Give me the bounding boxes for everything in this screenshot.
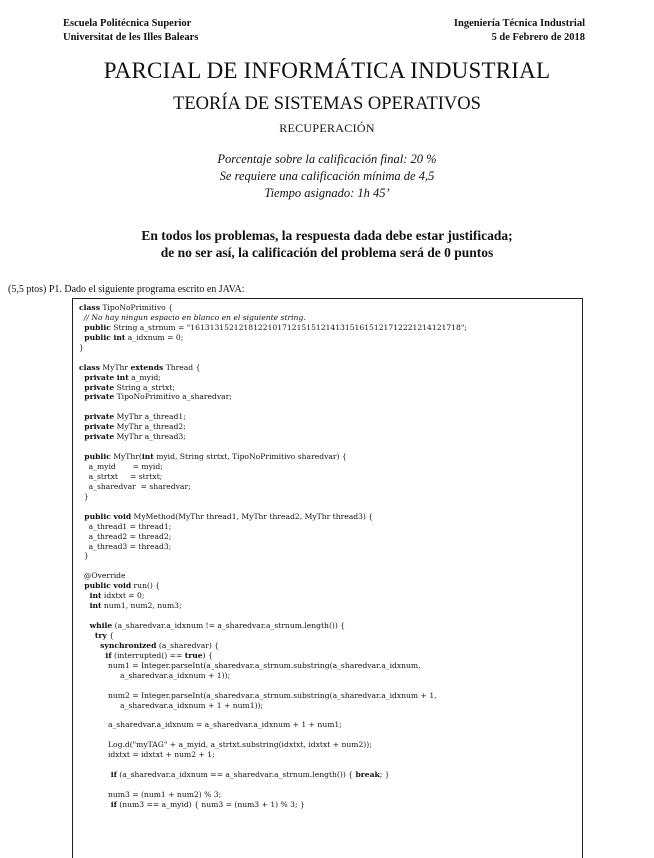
code-keyword: public int [79,332,126,342]
code-line [79,621,467,631]
code-line [79,551,467,561]
code-line [79,780,467,790]
grade-percentage: Porcentaje sobre la calificación final: 20 % [217,152,437,166]
code-text: String a_strnum = "16131315212181221017121515121413151615121712221214121718"; [110,322,467,332]
code-listing-box [72,298,583,858]
code-text: idxtxt = 0; [101,591,145,601]
code-line [79,363,467,373]
code-keyword: while [79,621,113,630]
code-keyword: int [141,452,154,462]
code-line [79,800,467,810]
code-text: } [79,551,89,561]
code-text: @Override [79,571,126,581]
code-line [79,492,467,502]
minimum-grade: Se requiere una calificación mínima de 4,5 [219,169,435,183]
code-text: MyThr a_thread1; [114,412,186,422]
code-keyword: class [79,362,100,372]
code-line [79,790,467,800]
code-line [79,353,467,363]
code-text: MyThr a_thread3; [114,432,186,442]
code-line [79,522,467,532]
code-line [79,442,467,452]
code-text: (a_sharedvar) { [156,640,220,650]
code-line [79,472,467,482]
code-text: MyThr( [110,452,142,462]
code-line [79,591,467,601]
code-line [79,373,467,383]
code-line [79,651,467,661]
code-text: run() { [131,581,161,591]
exam-session: RECUPERACIÓN [279,121,375,135]
code-text: ; } [379,770,390,780]
code-line [79,581,467,591]
code-keyword: private [79,392,115,402]
time-allotted: Tiempo asignado: 1h 45’ [264,186,390,200]
code-line [79,750,467,760]
code-text: Thread { [163,362,201,372]
code-line [79,661,467,671]
code-line [79,710,467,720]
justification-notice [0,227,654,261]
code-line [79,740,467,750]
code-keyword: extends [130,362,164,372]
code-text: num2 = Integer.parseInt(a_sharedvar.a_strnum.substring(a_sharedvar.a_idxnum + 1, [79,690,437,700]
code-text: a_sharedvar.a_idxnum = a_sharedvar.a_idxnum + 1 + num1; [79,720,342,730]
notice-line-2: de no ser así, la calificación del problema será de 0 puntos [160,245,494,260]
code-text: } [79,491,89,501]
code-text: num1, num2, num3; [101,601,182,611]
code-text: num1 = Integer.parseInt(a_sharedvar.a_strnum.substring(a_sharedvar.a_idxnum, [79,660,421,670]
code-text: MyThr a_thread2; [114,422,186,432]
code-line [79,452,467,462]
code-listing [79,303,467,810]
code-line [79,760,467,770]
code-keyword: synchronized [79,640,157,650]
code-keyword: private [79,432,115,442]
code-line [79,601,467,611]
code-line [79,701,467,711]
code-line [79,482,467,492]
code-text: idxtxt = idxtxt + num2 + 1; [79,750,215,760]
code-line [79,462,467,472]
code-keyword: public void [79,581,132,591]
code-line [79,571,467,581]
code-text: Log.d("myTAG" + a_myid, a_strtxt.substring(idxtxt, idxtxt + num2)); [79,740,372,750]
code-keyword: private [79,382,115,392]
code-keyword: private int [79,372,129,382]
code-keyword: if [79,650,112,660]
code-keyword: int [79,591,102,601]
code-line [79,532,467,542]
code-keyword: try [79,630,107,640]
code-line [79,323,467,333]
code-text: a_myid; [128,372,161,382]
code-line [79,502,467,512]
code-text: a_thread1 = thread1; [79,521,172,531]
code-line [79,631,467,641]
notice-line-1: En todos los problemas, la respuesta dada debe estar justificada; [141,228,513,243]
code-text: String a_strtxt; [114,382,175,392]
code-line [79,671,467,681]
exam-title: PARCIAL DE INFORMÁTICA INDUSTRIAL [103,58,551,83]
institution-name: Escuela Politécnica Superior [63,18,192,29]
code-text: a_strtxt = strtxt; [79,471,163,481]
code-keyword: public [79,322,111,332]
exam-date: 5 de Febrero de 2018 [491,31,585,43]
code-line [79,561,467,571]
code-text: a_sharedvar.a_idxnum + 1 + num1)); [79,700,264,710]
code-text: (a_sharedvar.a_idxnum == a_sharedvar.a_strnum.length()) { [116,770,356,780]
code-keyword: break [355,770,380,780]
code-keyword: if [79,799,117,809]
code-line [79,412,467,422]
code-comment: // No hay ningun espacio en blanco en el siguiente string. [79,312,306,322]
code-text: MyThr [99,362,131,372]
code-line [79,383,467,393]
code-text: num3 = (num1 + num2) % 3; [79,789,222,799]
code-line [79,333,467,343]
problem-statement: (5,5 ptos) P1. Dado el siguiente programa escrito en JAVA: [8,284,245,295]
degree-name: Ingeniería Técnica Industrial [453,18,585,29]
code-line [79,542,467,552]
code-line [79,432,467,442]
code-text: a_myid = myid; [79,462,163,471]
code-text: a_sharedvar = sharedvar; [79,481,191,491]
code-line [79,770,467,780]
code-keyword: private [79,412,115,422]
code-text: a_idxnum = 0; [125,332,184,342]
code-text: { [106,630,115,640]
header-right [454,17,585,44]
code-line [79,681,467,691]
code-text: a_sharedvar.a_idxnum + 1)); [79,670,231,680]
code-text: ) { [202,650,213,660]
code-line [79,720,467,730]
code-text: a_thread2 = thread2; [79,531,172,541]
code-text: a_thread3 = thread3; [79,541,172,551]
code-text: (num3 == a_myid) { num3 = (num3 + 1) % 3; } [116,799,305,809]
code-line [79,691,467,701]
code-text: } [79,342,84,352]
code-line [79,641,467,651]
code-keyword: if [79,770,117,780]
code-keyword: int [79,601,102,611]
code-keyword: true [184,650,203,660]
code-text: TipoNoPrimitivo { [99,303,173,312]
code-line [79,392,467,402]
code-line [79,611,467,621]
code-line [79,303,467,313]
code-text: MyMethod(MyThr thread1, MyThr thread2, MyThr thread3) { [131,511,374,521]
code-line [79,422,467,432]
code-keyword: public [79,452,111,462]
code-line [79,730,467,740]
code-line [79,512,467,522]
code-line [79,343,467,353]
university-name: Universitat de les Illes Balears [63,31,199,43]
code-line [79,313,467,323]
code-text: (interrupted() == [111,650,185,660]
exam-info [0,151,654,202]
code-keyword: private [79,422,115,432]
exam-subtitle: TEORÍA DE SISTEMAS OPERATIVOS [173,94,481,114]
code-text: (a_sharedvar.a_idxnum != a_sharedvar.a_strnum.length()) { [112,621,346,630]
header-left [63,17,198,44]
code-line [79,402,467,412]
code-keyword: public void [79,511,132,521]
code-keyword: class [79,303,100,312]
code-text: TipoNoPrimitivo a_sharedvar; [114,392,232,402]
code-text: myid, String strtxt, TipoNoPrimitivo sharedvar) { [153,452,347,462]
